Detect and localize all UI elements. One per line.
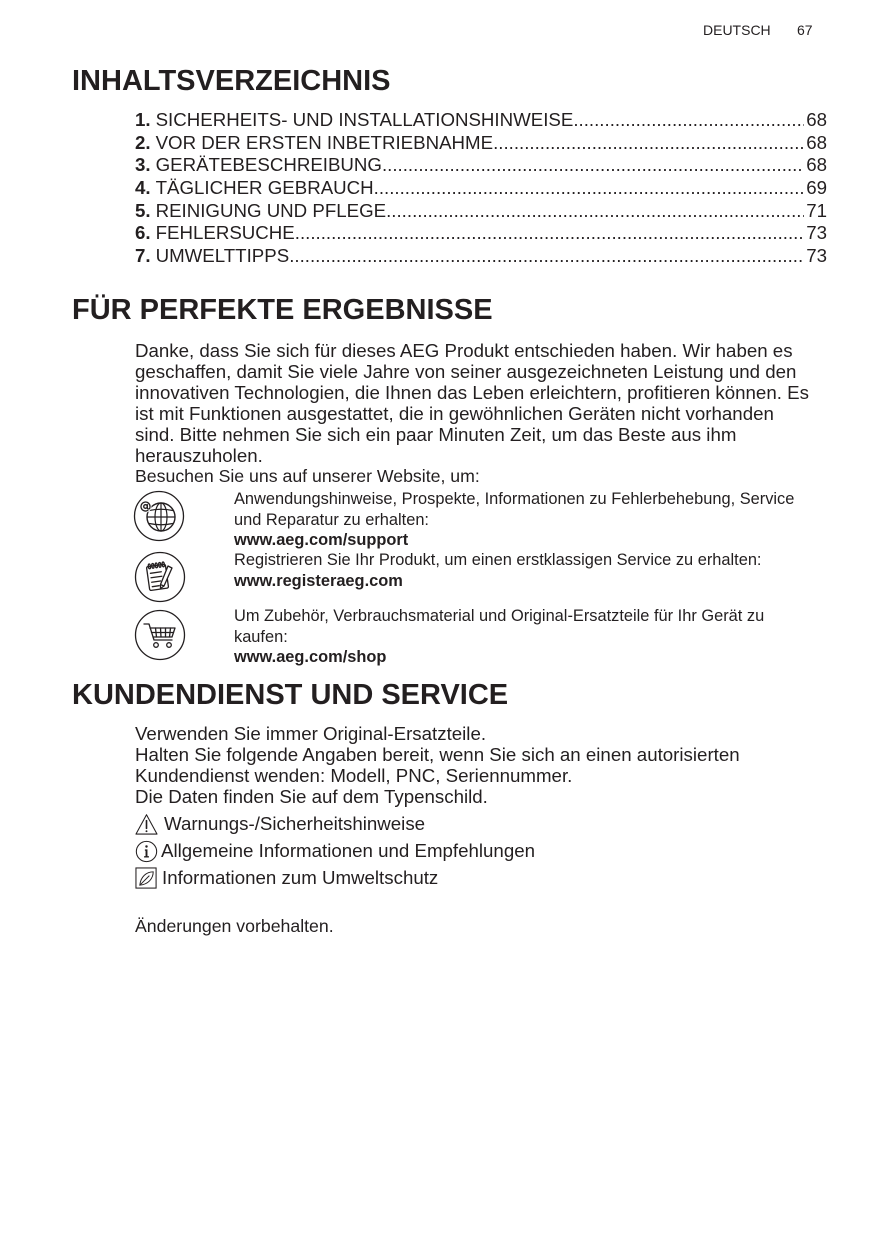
support-link-block <box>234 489 794 551</box>
toc-dot-leader <box>289 245 804 268</box>
legend-environment <box>135 866 438 890</box>
toc-entry <box>135 154 827 177</box>
warning-triangle-icon <box>135 813 158 836</box>
legend-info-text: Allgemeine Informationen und Empfehlungen <box>161 840 535 861</box>
legend-warning-text: Warnungs-/Sicherheitshinweise <box>164 813 426 834</box>
support-description: Anwendungshinweise, Prospekte, Informationen zu Fehlerbehebung, Service <box>234 490 795 508</box>
legend-environment-text: Informationen zum Umweltschutz <box>162 867 439 888</box>
visit-website-text: Besuchen Sie uns auf unserer Website, um: <box>135 466 480 486</box>
toc-dot-leader <box>573 109 804 132</box>
toc-entry-page: 73 <box>806 222 827 244</box>
toc-dot-leader <box>382 154 804 177</box>
toc-entry <box>135 222 827 245</box>
toc-entry-page: 68 <box>806 131 827 153</box>
toc-entry <box>135 109 827 132</box>
paragraph-line: Verwenden Sie immer Original-Ersatzteile. <box>135 723 487 744</box>
toc-entry-title: REINIGUNG UND PFLEGE <box>155 199 387 221</box>
register-description: Registrieren Sie Ihr Produkt, um einen erstklassigen Service zu erhalten: <box>234 551 762 569</box>
shop-url-link[interactable]: www.aeg.com/shop <box>234 648 387 666</box>
paragraph-line: geschaffen, damit Sie viele Jahre von seiner ausgezeichneten Leistung und den <box>135 361 797 382</box>
toc-dot-leader <box>295 222 804 245</box>
header-language: DEUTSCH <box>703 22 771 38</box>
register-url-link[interactable]: www.registeraeg.com <box>234 571 403 590</box>
environment-leaf-icon <box>135 867 158 890</box>
toc-heading: INHALTSVERZEICHNIS <box>72 65 391 97</box>
toc-entry-number: 3. <box>135 154 151 176</box>
table-of-contents <box>135 109 827 268</box>
toc-dot-leader <box>386 200 804 223</box>
paragraph-line: ist mit Funktionen ausgestattet, die in gewöhnlichen Geräten nicht vorhanden <box>135 403 774 424</box>
intro-paragraph <box>135 340 809 466</box>
toc-entry-title: VOR DER ERSTEN INBETRIEBNAHME <box>155 131 494 153</box>
info-circle-icon <box>135 840 158 863</box>
paragraph-line: sind. Bitte nehmen Sie sich ein paar Minuten Zeit, um das Beste aus ihm <box>135 424 737 445</box>
support-url-link[interactable]: www.aeg.com/support <box>234 531 409 549</box>
toc-entry-number: 5. <box>135 199 151 221</box>
toc-entry-number: 6. <box>135 222 151 244</box>
toc-dot-leader <box>493 132 804 155</box>
toc-entry-title: GERÄTEBESCHREIBUNG <box>155 154 382 176</box>
paragraph-line: Halten Sie folgende Angaben bereit, wenn Sie sich an einen autorisierten <box>135 744 740 765</box>
toc-entry-page: 73 <box>806 244 827 266</box>
toc-entry <box>135 200 827 223</box>
register-link-block <box>234 550 762 591</box>
toc-entry <box>135 177 827 200</box>
toc-entry-number: 7. <box>135 244 151 266</box>
register-notepad-icon <box>134 551 186 603</box>
paragraph-line: herauszuholen. <box>135 445 263 466</box>
toc-entry-number: 2. <box>135 131 151 153</box>
toc-entry-page: 68 <box>806 154 827 176</box>
paragraph-line: Danke, dass Sie sich für dieses AEG Produkt entschieden haben. Wir haben es <box>135 340 793 361</box>
support-description: und Reparatur zu erhalten: <box>234 510 429 529</box>
toc-entry-title: UMWELTTIPPS <box>155 244 290 266</box>
toc-dot-leader <box>374 177 805 200</box>
toc-entry-title: FEHLERSUCHE <box>155 222 295 244</box>
paragraph-line: Kundendienst wenden: Modell, PNC, Seriennummer. <box>135 765 573 786</box>
shopping-cart-icon <box>134 609 186 661</box>
results-heading: FÜR PERFEKTE ERGEBNISSE <box>72 294 493 326</box>
service-paragraph <box>135 723 740 807</box>
toc-entry-page: 68 <box>806 109 827 130</box>
legend-warning <box>135 812 425 836</box>
toc-entry-number: 1. <box>135 109 151 130</box>
toc-entry-page: 71 <box>806 199 827 221</box>
header-page-number: 67 <box>797 22 813 38</box>
toc-entry-title: TÄGLICHER GEBRAUCH <box>155 176 374 198</box>
toc-entry-number: 4. <box>135 176 151 198</box>
service-heading: KUNDENDIENST UND SERVICE <box>72 679 509 711</box>
shop-link-block <box>234 606 764 668</box>
shop-description: kaufen: <box>234 627 288 646</box>
footer-note: Änderungen vorbehalten. <box>135 916 334 936</box>
paragraph-line: Die Daten finden Sie auf dem Typenschild. <box>135 786 488 807</box>
toc-entry-title: SICHERHEITS- UND INSTALLATIONSHINWEISE <box>155 109 574 130</box>
toc-entry <box>135 132 827 155</box>
globe-at-icon <box>133 490 185 542</box>
toc-entry <box>135 245 827 268</box>
toc-entry-page: 69 <box>806 176 827 198</box>
legend-info <box>135 839 535 863</box>
paragraph-line: innovativen Technologien, die Ihnen das Leben erleichtern, profitieren können. Es <box>135 382 809 403</box>
shop-description: Um Zubehör, Verbrauchsmaterial und Original-Ersatzteile für Ihr Gerät zu <box>234 607 765 625</box>
